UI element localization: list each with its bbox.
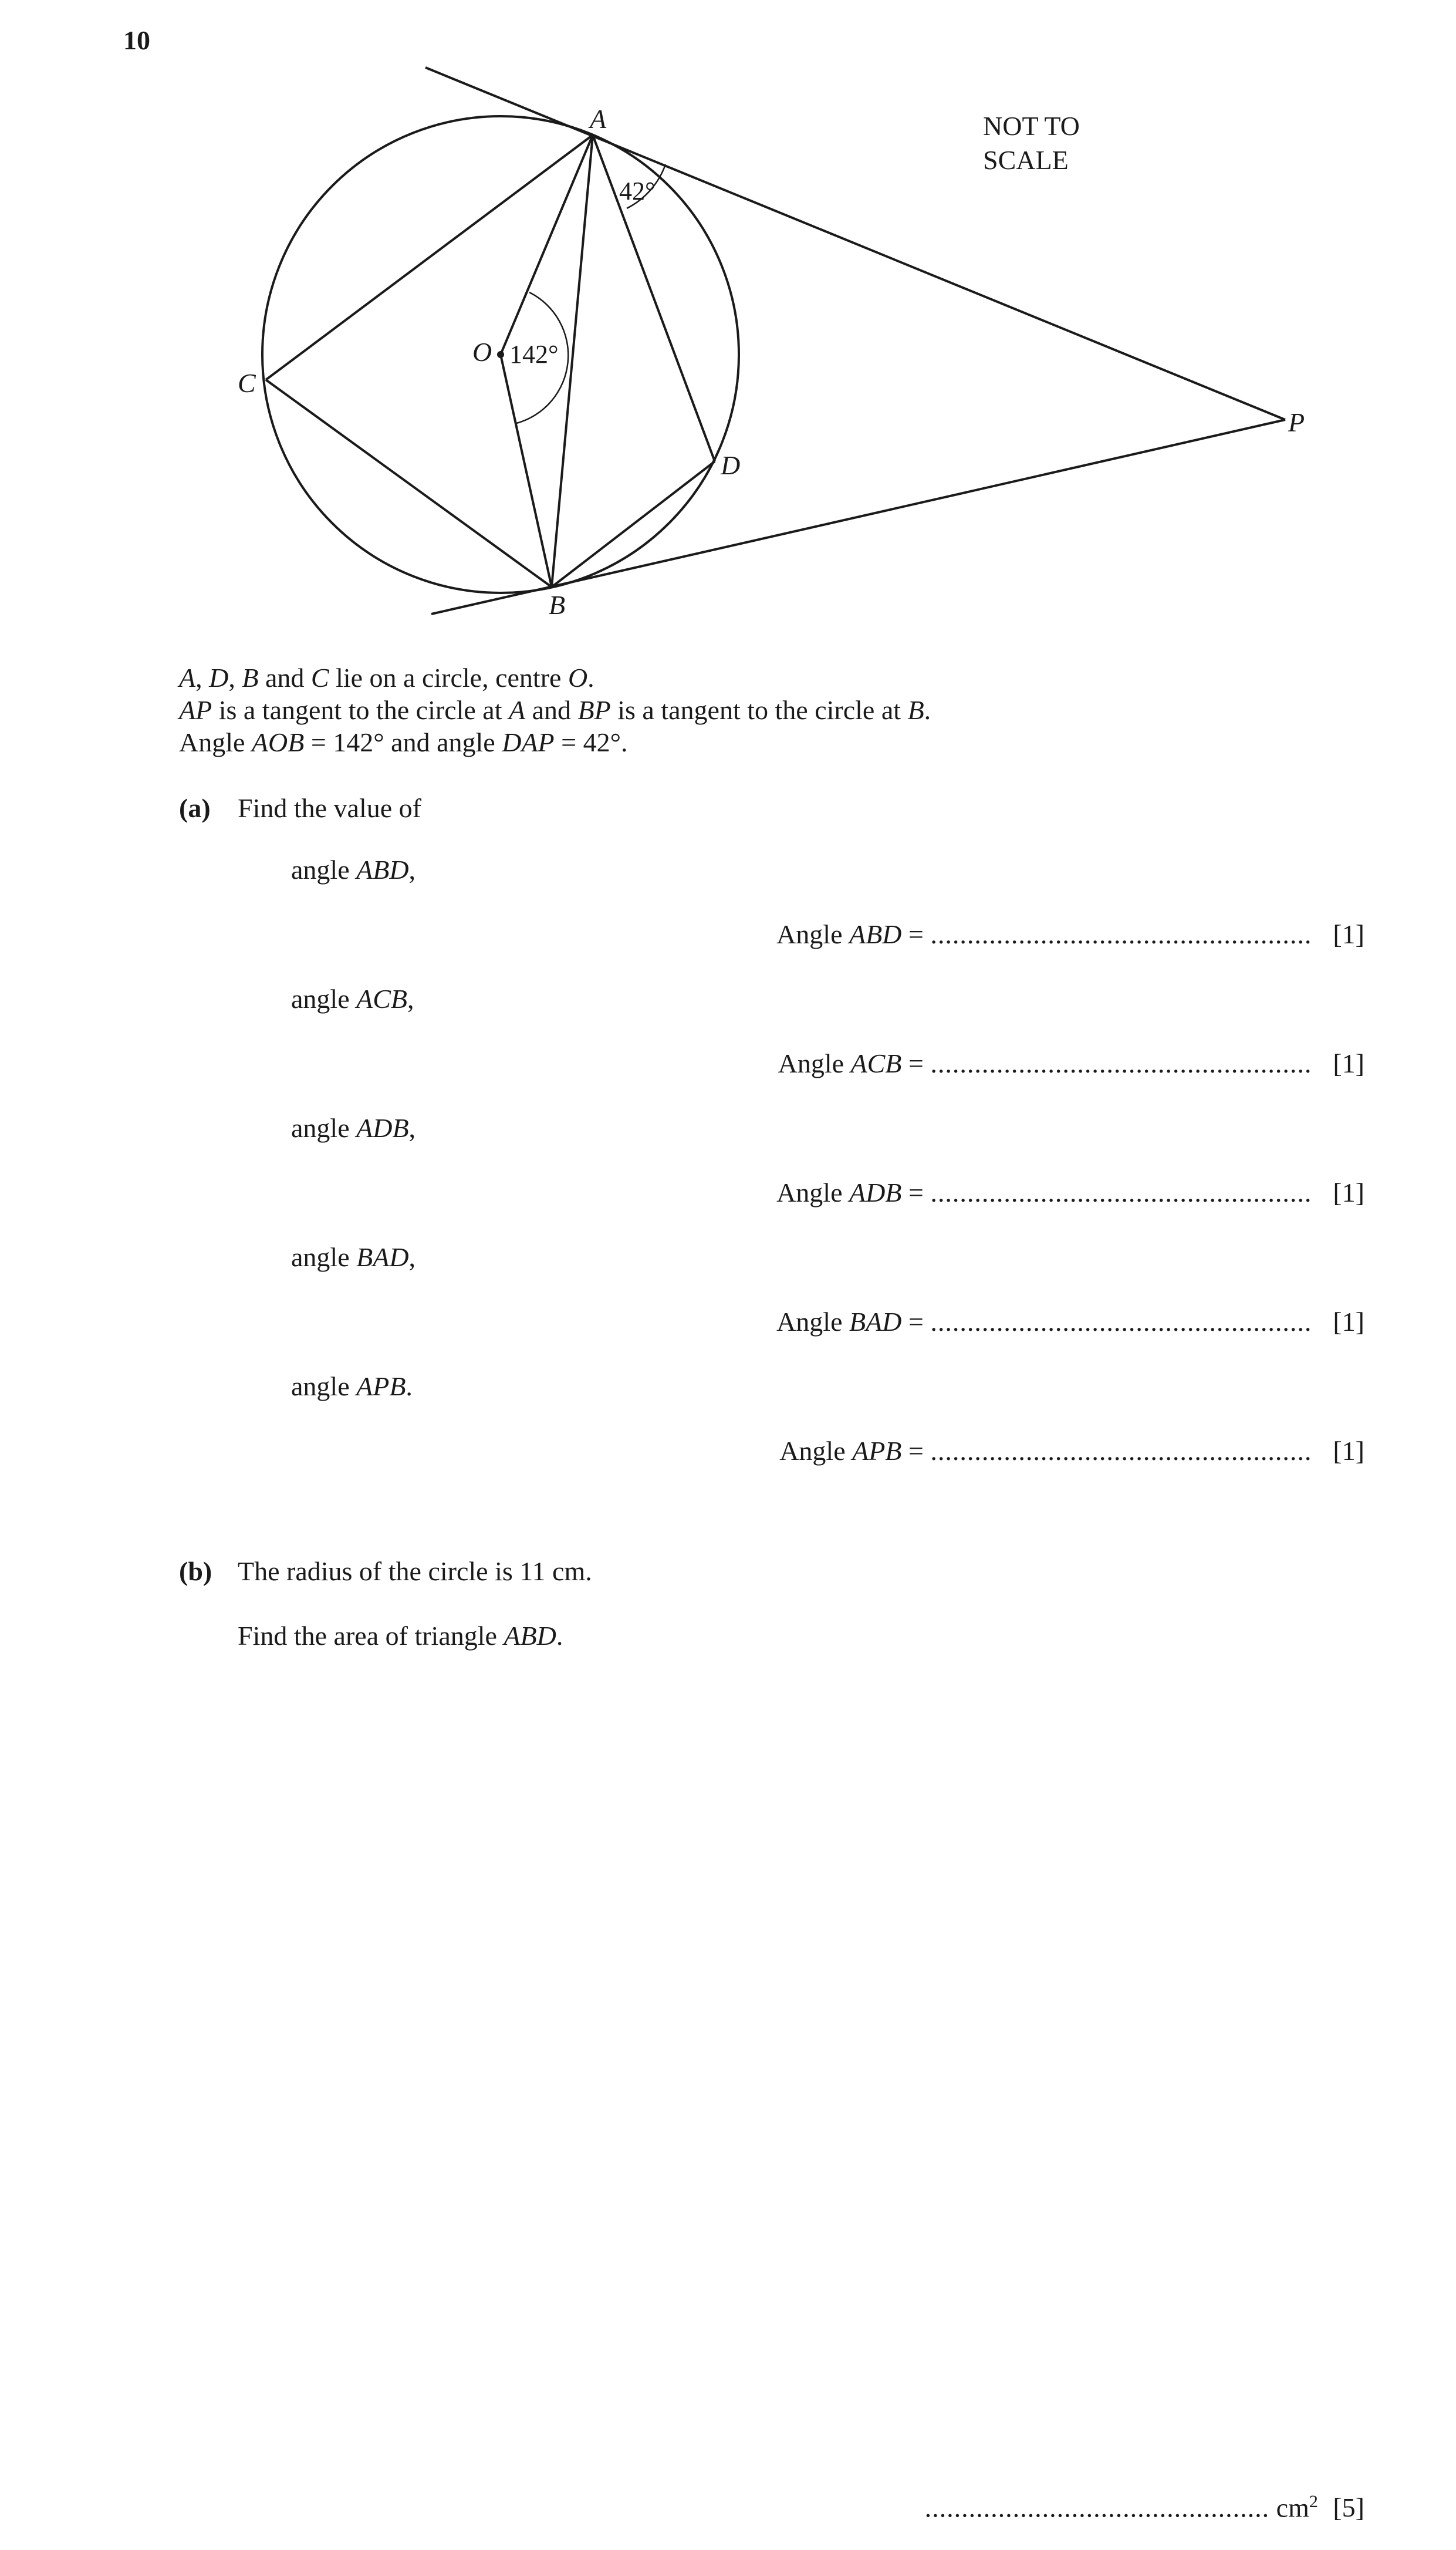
item-angle: ACB bbox=[356, 984, 408, 1014]
part-a-text: Find the value of bbox=[238, 793, 421, 823]
radius-oa bbox=[501, 135, 593, 355]
tangent-line-bp bbox=[431, 420, 1285, 614]
answer-equals: = bbox=[908, 1178, 924, 1207]
item-prompt-word: angle bbox=[291, 1242, 350, 1272]
answer-angle: BAD bbox=[849, 1307, 902, 1337]
centre-point-o bbox=[497, 351, 504, 358]
stem-line-2: AP is a tangent to the circle at A and BP is a tangent to the circle at B. bbox=[179, 695, 931, 725]
answer-dots: .................................................... bbox=[930, 1178, 1312, 1207]
item-prompt-word: angle bbox=[291, 1371, 350, 1401]
answer-equals: = bbox=[908, 919, 924, 949]
part-a-label: (a) bbox=[179, 793, 211, 823]
item-prompt-word: angle bbox=[291, 855, 350, 885]
item-end: , bbox=[408, 855, 416, 885]
item-angle: ABD bbox=[356, 855, 409, 885]
answer-equals: = bbox=[908, 1048, 924, 1078]
answer-dots: .................................................... bbox=[930, 919, 1312, 949]
circle-geometry-diagram bbox=[0, 0, 1456, 646]
answer-label: Angle bbox=[776, 1178, 843, 1207]
not-to-scale-line1: NOT TO bbox=[983, 111, 1080, 141]
answer-label: Angle bbox=[776, 919, 843, 949]
item-end: . bbox=[406, 1371, 413, 1401]
not-to-scale-line2: SCALE bbox=[983, 145, 1069, 175]
answer-label: Angle bbox=[776, 1307, 843, 1337]
answer-label: Angle bbox=[779, 1436, 846, 1466]
answer-line-2[interactable] bbox=[778, 1048, 1364, 1079]
answer-angle: ACB bbox=[850, 1048, 902, 1078]
radius-ob bbox=[501, 355, 552, 587]
answer-line-5[interactable] bbox=[779, 1435, 1364, 1466]
answer-angle: ADB bbox=[849, 1178, 902, 1207]
item-angle: APB bbox=[356, 1371, 406, 1401]
answer-angle: APB bbox=[852, 1436, 902, 1466]
marks: [1] bbox=[1333, 1048, 1364, 1078]
angle-value-dap: 42° bbox=[619, 177, 656, 205]
part-b-answer-line[interactable] bbox=[925, 2492, 1364, 2523]
unit-power: 2 bbox=[1309, 2492, 1318, 2511]
marks: [5] bbox=[1333, 2492, 1364, 2523]
item-end: , bbox=[408, 1113, 416, 1143]
question-number: 10 bbox=[123, 25, 150, 55]
answer-line-3[interactable] bbox=[776, 1177, 1364, 1208]
answer-dots: .................................................... bbox=[930, 1048, 1312, 1078]
item-prompt bbox=[291, 854, 415, 885]
item-end: , bbox=[408, 1242, 416, 1272]
marks: [1] bbox=[1333, 1307, 1364, 1337]
item-end: , bbox=[407, 984, 414, 1014]
answer-dots: .................................................... bbox=[930, 1436, 1312, 1466]
chord-cb bbox=[266, 380, 552, 587]
label-a: A bbox=[590, 104, 607, 134]
answer-dots: ............................................... bbox=[924, 2492, 1270, 2523]
item-angle: BAD bbox=[356, 1242, 409, 1272]
item-prompt bbox=[291, 1242, 415, 1273]
marks: [1] bbox=[1333, 919, 1364, 949]
label-d: D bbox=[721, 450, 741, 480]
part-b-text-2-end: . bbox=[556, 1621, 563, 1651]
item-prompt-word: angle bbox=[291, 1113, 350, 1143]
label-c: C bbox=[238, 368, 256, 398]
answer-label: Angle bbox=[778, 1048, 844, 1078]
item-prompt-word: angle bbox=[291, 984, 350, 1014]
part-b-triangle: ABD bbox=[504, 1621, 556, 1651]
marks: [1] bbox=[1333, 1436, 1364, 1466]
label-p: P bbox=[1288, 407, 1305, 437]
answer-equals: = bbox=[908, 1307, 924, 1337]
label-o: O bbox=[472, 337, 492, 367]
marks: [1] bbox=[1333, 1178, 1364, 1207]
label-b: B bbox=[549, 590, 566, 620]
stem-line-3: Angle AOB = 142° and angle DAP = 42°. bbox=[179, 727, 628, 757]
unit: cm bbox=[1276, 2492, 1309, 2523]
stem-line-1: A, D, B and C lie on a circle, centre O. bbox=[179, 663, 594, 693]
answer-line-1[interactable] bbox=[776, 919, 1364, 950]
answer-line-4[interactable] bbox=[776, 1306, 1364, 1337]
item-prompt bbox=[291, 1112, 415, 1144]
part-b-text-2 bbox=[238, 1620, 563, 1651]
part-b-label: (b) bbox=[179, 1556, 212, 1586]
part-b-text-1: The radius of the circle is 11 cm. bbox=[238, 1556, 592, 1586]
part-b-text-2-pre: Find the area of triangle bbox=[238, 1621, 497, 1651]
answer-dots: .................................................... bbox=[930, 1307, 1312, 1337]
angle-value-aob: 142° bbox=[509, 340, 559, 369]
item-prompt bbox=[291, 983, 414, 1014]
item-prompt bbox=[291, 1371, 413, 1402]
answer-equals: = bbox=[908, 1436, 924, 1466]
answer-angle: ABD bbox=[849, 919, 902, 949]
item-angle: ADB bbox=[356, 1113, 409, 1143]
